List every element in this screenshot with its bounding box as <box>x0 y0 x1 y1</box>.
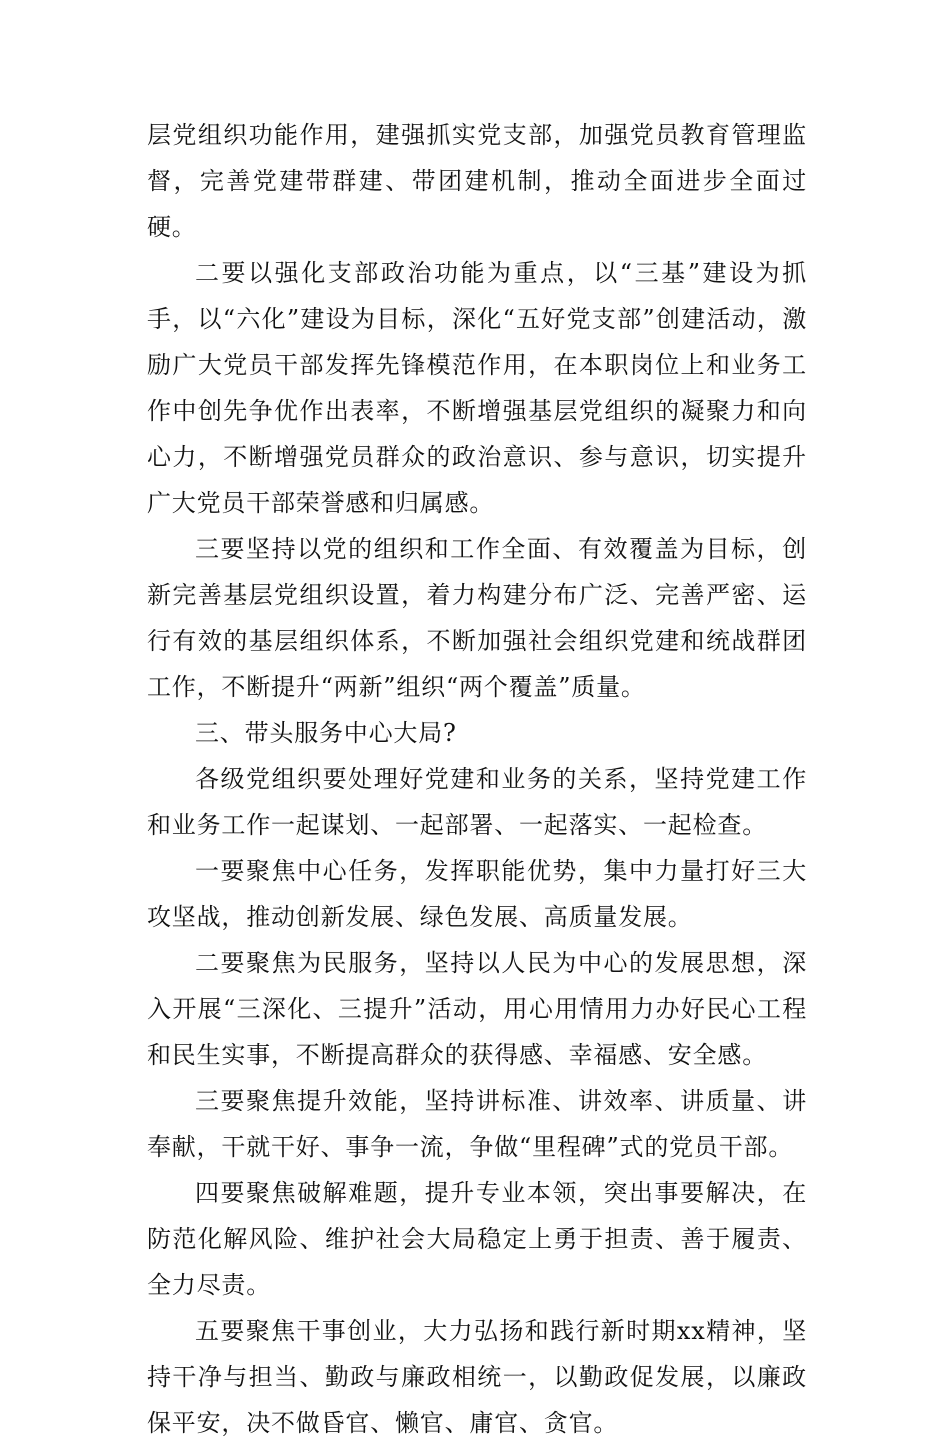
paragraph-focus-1: 一要聚焦中心任务，发挥职能优势，集中力量打好三大攻坚战，推动创新发展、绿色发展、高质量发展。 <box>147 857 807 931</box>
paragraph-point-3: 三要坚持以党的组织和工作全面、有效覆盖为目标，创新完善基层党组织设置，着力构建分布广泛、完善严密、运行有效的基层组织体系，不断加强社会组织党建和统战群团工作，不断提升“两新”组织“两个覆盖”质量。 <box>147 535 807 701</box>
document-body <box>147 112 807 1446</box>
paragraph-point-2: 二要以强化支部政治功能为重点，以“三基”建设为抓手，以“六化”建设为目标，深化“五好党支部”创建活动，激励广大党员干部发挥先锋模范作用，在本职岗位上和业务工作中创先争优作出表率，不断增强基层党组织的凝聚力和向心力，不断增强党员群众的政治意识、参与意识，切实提升广大党员干部荣誉感和归属感。 <box>147 259 807 517</box>
paragraph-continuation: 层党组织功能作用，建强抓实党支部，加强党员教育管理监督，完善党建带群建、带团建机制，推动全面进步全面过硬。 <box>147 121 807 241</box>
paragraph-focus-3: 三要聚焦提升效能，坚持讲标准、讲效率、讲质量、讲奉献，干就干好、事争一流，争做“里程碑”式的党员干部。 <box>147 1087 807 1161</box>
paragraph-section-intro: 各级党组织要处理好党建和业务的关系，坚持党建工作和业务工作一起谋划、一起部署、一起落实、一起检查。 <box>147 765 807 839</box>
paragraph-focus-2: 二要聚焦为民服务，坚持以人民为中心的发展思想，深入开展“三深化、三提升”活动，用心用情用力办好民心工程和民生实事，不断提高群众的获得感、幸福感、安全感。 <box>147 949 807 1069</box>
section-heading-3: 三、带头服务中心大局? <box>195 719 457 747</box>
paragraph-focus-4: 四要聚焦破解难题，提升专业本领，突出事要解决，在防范化解风险、维护社会大局稳定上勇于担责、善于履责、全力尽责。 <box>147 1179 807 1299</box>
paragraph-focus-5: 五要聚焦干事创业，大力弘扬和践行新时期xx精神，坚持干净与担当、勤政与廉政相统一，以勤政促发展，以廉政保平安，决不做昏官、懒官、庸官、贪官。 <box>147 1317 807 1437</box>
